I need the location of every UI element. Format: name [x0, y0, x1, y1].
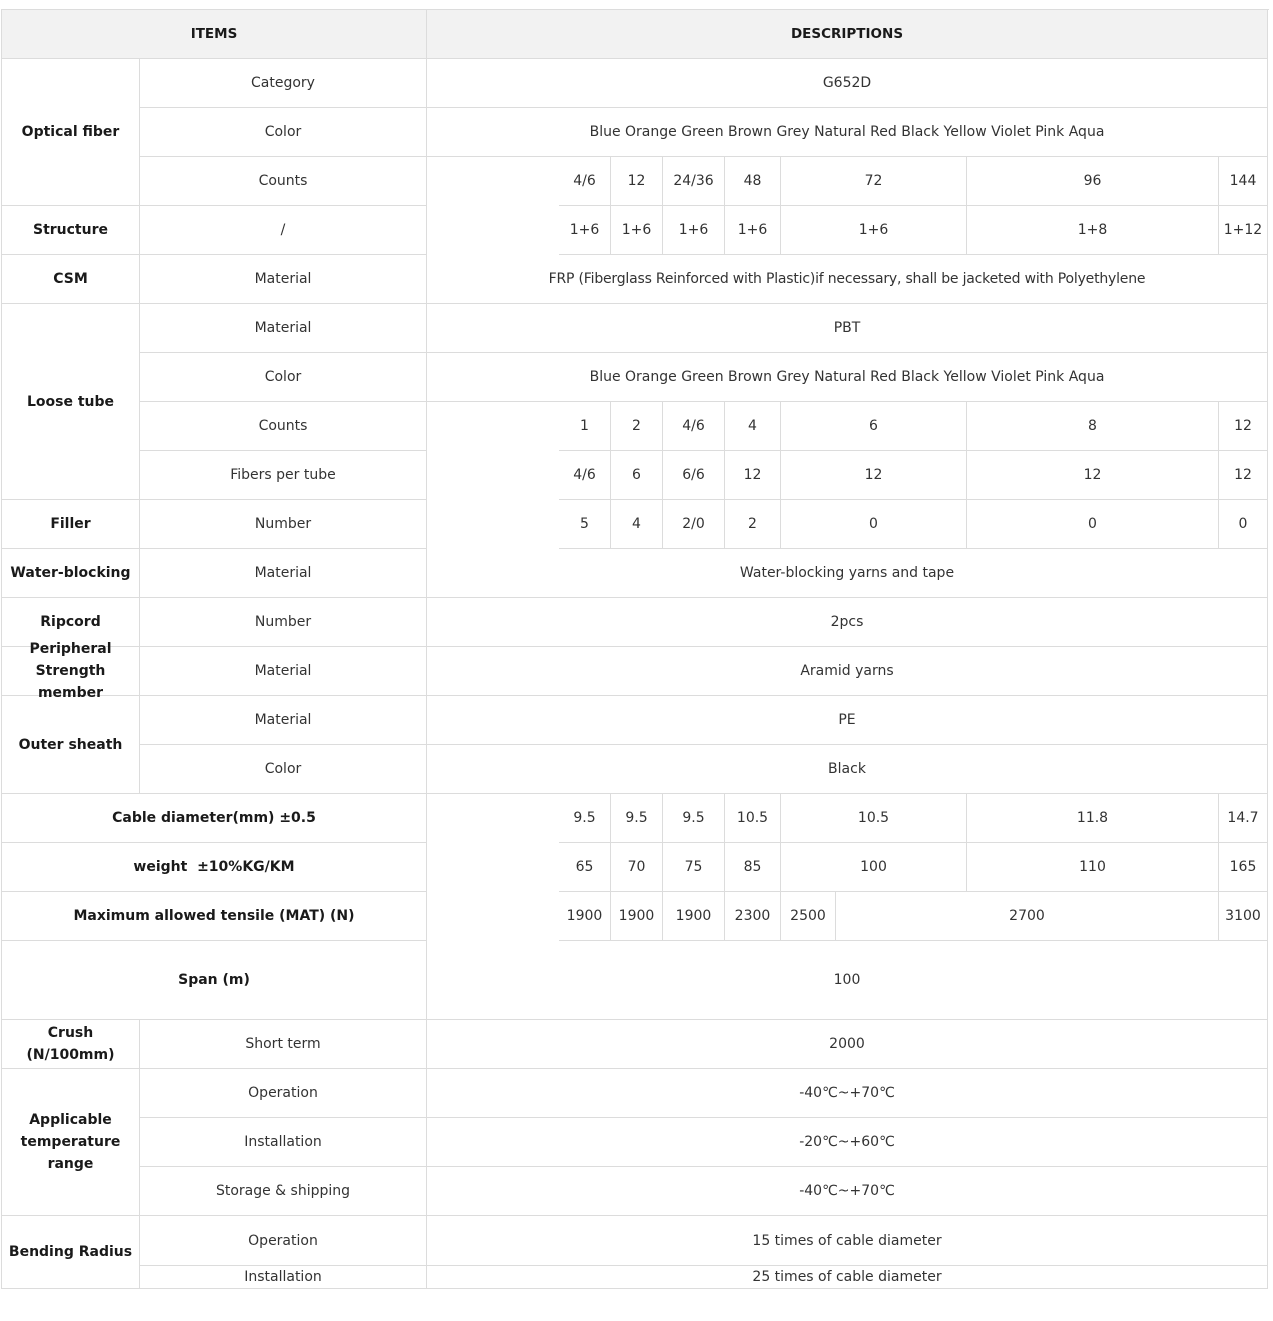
loose-tube-counts-label: Counts [140, 402, 427, 451]
optical-fiber-category-label: Category [140, 59, 427, 108]
loose-tube-material-label: Material [140, 304, 427, 353]
tensile-cell: 1900 [611, 892, 663, 941]
weight-cell: 70 [611, 843, 663, 892]
loose-tube-color-label: Color [140, 353, 427, 402]
cable-diameter-cell: 9.5 [559, 794, 611, 843]
bending-installation-value: 25 times of cable diameter [427, 1266, 1268, 1289]
ripcord-sub: Number [140, 598, 427, 647]
tensile-cell: 2500 [781, 892, 836, 941]
spec-table [1, 9, 1269, 1289]
csm-sub: Material [140, 255, 427, 304]
loose-tube-count-cell: 4 [725, 402, 781, 451]
loose-tube-fibers-cell: 6 [611, 451, 663, 500]
csm-label: CSM [2, 255, 140, 304]
outer-sheath-color-label: Color [140, 745, 427, 794]
outer-sheath-material-label: Material [140, 696, 427, 745]
temperature-storage-label: Storage & shipping [140, 1167, 427, 1216]
loose-tube-count-cell: 2 [611, 402, 663, 451]
peripheral-value: Aramid yarns [427, 647, 1268, 696]
structure-label: Structure [2, 206, 140, 255]
optical-fiber-count-cell: 24/36 [663, 157, 725, 206]
tensile-cell: 2700 [836, 892, 1219, 941]
crush-value: 2000 [427, 1020, 1268, 1069]
water-blocking-label: Water-blocking [2, 549, 140, 598]
optical-fiber-count-cell: 48 [725, 157, 781, 206]
filler-label: Filler [2, 500, 140, 549]
weight-cell: 100 [781, 843, 967, 892]
weight-cell: 65 [559, 843, 611, 892]
peripheral-label: Peripheral Strength member [2, 647, 140, 696]
cable-diameter-label: Cable diameter(mm) ±0.5 [2, 794, 427, 843]
structure-cell: 1+12 [1219, 206, 1268, 255]
tensile-cell: 2300 [725, 892, 781, 941]
filler-cell: 5 [559, 500, 611, 549]
structure-cell: 1+6 [559, 206, 611, 255]
structure-cell: 1+6 [725, 206, 781, 255]
filler-cell: 4 [611, 500, 663, 549]
optical-fiber-count-cell: 144 [1219, 157, 1268, 206]
temperature-operation-value: -40℃~+70℃ [427, 1069, 1268, 1118]
csm-value: FRP (Fiberglass Reinforced with Plastic)if necessary, shall be jacketed with Polyethylene [427, 255, 1268, 304]
loose-tube-fibers-cell: 6/6 [663, 451, 725, 500]
ripcord-value: 2pcs [427, 598, 1268, 647]
loose-tube-fibers-cell: 12 [781, 451, 967, 500]
crush-label: Crush (N/100mm) [2, 1020, 140, 1069]
header-items: ITEMS [2, 10, 427, 59]
optical-fiber-count-cell: 12 [611, 157, 663, 206]
filler-cell: 2/0 [663, 500, 725, 549]
optical-fiber-count-cell: 96 [967, 157, 1219, 206]
loose-tube-color-value: Blue Orange Green Brown Grey Natural Red Black Yellow Violet Pink Aqua [427, 353, 1268, 402]
weight-cell: 165 [1219, 843, 1268, 892]
loose-tube-count-cell: 12 [1219, 402, 1268, 451]
cable-diameter-cell: 11.8 [967, 794, 1219, 843]
optical-fiber-count-cell: 4/6 [559, 157, 611, 206]
filler-sub: Number [140, 500, 427, 549]
bending-operation-label: Operation [140, 1216, 427, 1266]
outer-sheath-color-value: Black [427, 745, 1268, 794]
weight-cell: 85 [725, 843, 781, 892]
water-blocking-value: Water-blocking yarns and tape [427, 549, 1268, 598]
header-descriptions: DESCRIPTIONS [427, 10, 1268, 59]
optical-fiber-count-cell: 72 [781, 157, 967, 206]
optical-fiber-label: Optical fiber [2, 59, 140, 206]
outer-sheath-material-value: PE [427, 696, 1268, 745]
cable-diameter-cell: 14.7 [1219, 794, 1268, 843]
structure-sub: / [140, 206, 427, 255]
temperature-storage-value: -40℃~+70℃ [427, 1167, 1268, 1216]
loose-tube-fibers-cell: 12 [1219, 451, 1268, 500]
loose-tube-count-cell: 1 [559, 402, 611, 451]
optical-fiber-color-value: Blue Orange Green Brown Grey Natural Red Black Yellow Violet Pink Aqua [427, 108, 1268, 157]
ripcord-label: Ripcord [2, 598, 140, 647]
loose-tube-fibers-cell: 12 [967, 451, 1219, 500]
loose-tube-count-cell: 4/6 [663, 402, 725, 451]
water-blocking-sub: Material [140, 549, 427, 598]
optical-fiber-counts-label: Counts [140, 157, 427, 206]
weight-label: weight ±10%KG/KM [2, 843, 427, 892]
peripheral-sub: Material [140, 647, 427, 696]
span-label: Span (m) [2, 941, 427, 1020]
tensile-cell: 3100 [1219, 892, 1268, 941]
filler-cell: 0 [1219, 500, 1268, 549]
tensile-label: Maximum allowed tensile (MAT) (N) [2, 892, 427, 941]
optical-fiber-category-value: G652D [427, 59, 1268, 108]
loose-tube-count-cell: 6 [781, 402, 967, 451]
temperature-operation-label: Operation [140, 1069, 427, 1118]
weight-cell: 110 [967, 843, 1219, 892]
bending-installation-label: Installation [140, 1266, 427, 1289]
tensile-cell: 1900 [663, 892, 725, 941]
loose-tube-fibers-label: Fibers per tube [140, 451, 427, 500]
loose-tube-label: Loose tube [2, 304, 140, 500]
structure-cell: 1+6 [663, 206, 725, 255]
bending-label: Bending Radius [2, 1216, 140, 1289]
loose-tube-fibers-cell: 12 [725, 451, 781, 500]
loose-tube-count-cell: 8 [967, 402, 1219, 451]
loose-tube-fibers-cell: 4/6 [559, 451, 611, 500]
cable-diameter-cell: 10.5 [781, 794, 967, 843]
temperature-label: Applicable temperature range [2, 1069, 140, 1216]
structure-cell: 1+6 [781, 206, 967, 255]
span-value: 100 [427, 941, 1268, 1020]
cable-diameter-cell: 9.5 [611, 794, 663, 843]
temperature-installation-label: Installation [140, 1118, 427, 1167]
crush-sub: Short term [140, 1020, 427, 1069]
loose-tube-material-value: PBT [427, 304, 1268, 353]
filler-cell: 0 [967, 500, 1219, 549]
filler-cell: 0 [781, 500, 967, 549]
filler-cell: 2 [725, 500, 781, 549]
structure-cell: 1+6 [611, 206, 663, 255]
bending-operation-value: 15 times of cable diameter [427, 1216, 1268, 1266]
weight-cell: 75 [663, 843, 725, 892]
tensile-cell: 1900 [559, 892, 611, 941]
cable-diameter-cell: 10.5 [725, 794, 781, 843]
temperature-installation-value: -20℃~+60℃ [427, 1118, 1268, 1167]
optical-fiber-color-label: Color [140, 108, 427, 157]
cable-diameter-cell: 9.5 [663, 794, 725, 843]
outer-sheath-label: Outer sheath [2, 696, 140, 794]
structure-cell: 1+8 [967, 206, 1219, 255]
